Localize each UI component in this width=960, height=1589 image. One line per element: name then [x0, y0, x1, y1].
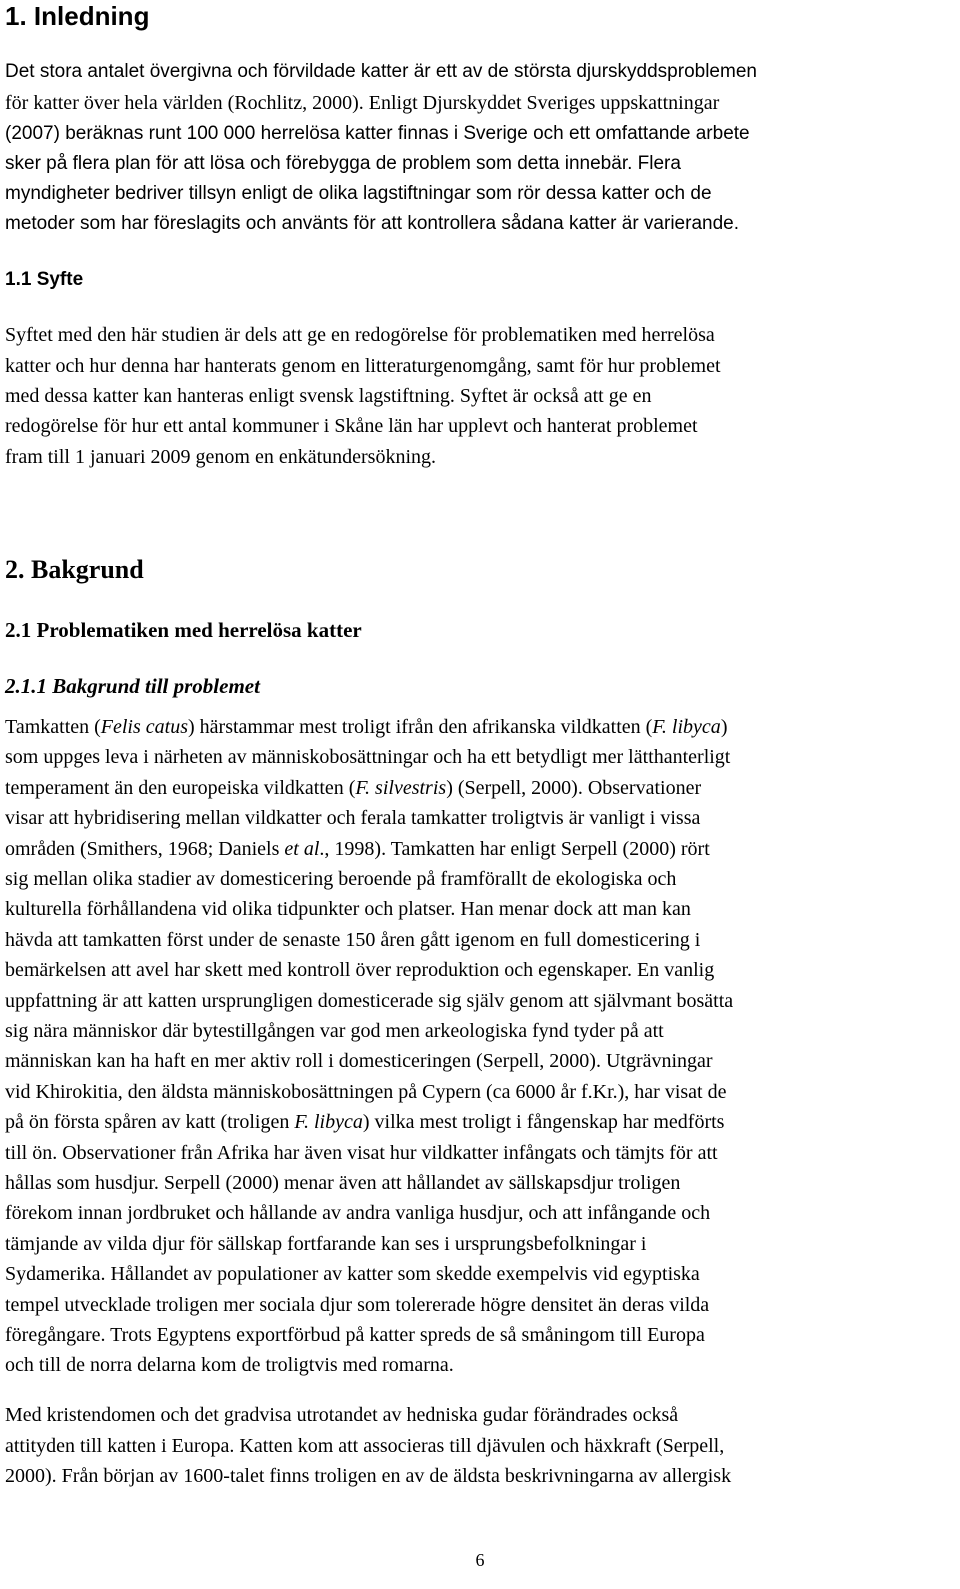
- text-run: bemärkelsen att avel har skett med kontroll över reproduktion och egenskaper. En vanlig: [5, 959, 715, 981]
- bakgrund-line: [5, 1234, 646, 1254]
- text-run: sig mellan olika stadier av domesticering beroende på framförallt de ekologiska och: [5, 868, 677, 890]
- bakgrund-line: [5, 930, 700, 950]
- text-run: hävda att tamkatten först under de senaste 150 åren gått igenom en full domesticering i: [5, 929, 701, 951]
- bakgrund-line: [5, 1143, 718, 1163]
- text-run: Tamkatten (: [5, 716, 101, 738]
- syfte-line: fram till 1 januari 2009 genom en enkätundersökning.: [5, 446, 437, 468]
- bakgrund-line: [5, 1264, 700, 1284]
- text-run: områden (Smithers, 1968; Daniels: [5, 838, 285, 860]
- text-run: ) (Serpell, 2000). Observationer: [446, 777, 702, 799]
- bakgrund-line: [5, 991, 733, 1011]
- kristendom-line: attityden till katten i Europa. Katten kom att associeras till djävulen och häxkraft (Serpell,: [5, 1435, 725, 1457]
- bakgrund-line: [5, 747, 730, 767]
- intro-line: myndigheter bedriver tillsyn enligt de olika lagstiftningar som rör dessa katter och de: [5, 183, 712, 204]
- page-number: 6: [475, 1550, 485, 1570]
- text-run: ) vilka mest troligt i fångenskap har medförts: [362, 1111, 725, 1133]
- bakgrund-line: [5, 717, 727, 737]
- bakgrund-line: [5, 808, 700, 828]
- italic-term: F. silvestris: [355, 777, 447, 799]
- text-run: Sydamerika. Hållandet av populationer av katter som skedde exempelvis vid egyptiska: [5, 1263, 700, 1285]
- intro-line: Det stora antalet övergivna och förvildade katter är ett av de största djurskyddsproblemen: [5, 61, 757, 82]
- text-run: ) härstammar mest troligt ifrån den afrikanska vildkatten (: [188, 716, 653, 738]
- text-run: hållas som husdjur. Serpell (2000) menar även att hållandet av sällskapsdjur troligen: [5, 1172, 681, 1194]
- bakgrund-line: [5, 1082, 726, 1102]
- text-run: ): [720, 716, 728, 738]
- heading-problematiken: 2.1 Problematiken med herrelösa katter: [5, 618, 362, 642]
- text-run: på ön första spåren av katt (troligen: [5, 1111, 295, 1133]
- bakgrund-line: [5, 869, 676, 889]
- italic-term: F. libyca: [652, 716, 721, 738]
- bakgrund-line: [5, 1051, 713, 1071]
- intro-line: metoder som har föreslagits och använts för att kontrollera sådana katter är varierande.: [5, 213, 739, 234]
- bakgrund-line: [5, 1325, 705, 1345]
- text-run: ., 1998). Tamkatten har enligt Serpell (2000) rört: [319, 838, 710, 860]
- text-run: och till de norra delarna kom de troligtvis med romarna.: [5, 1354, 454, 1376]
- text-run: vid Khirokitia, den äldsta människobosättningen på Cypern (ca 6000 år f.Kr.), har visat de: [5, 1081, 727, 1103]
- bakgrund-line: [5, 1203, 710, 1223]
- syfte-line: med dessa katter kan hanteras enligt svensk lagstiftning. Syftet är också att ge en: [5, 385, 652, 407]
- intro-line: sker på flera plan för att lösa och förebygga de problem som detta innebär. Flera: [5, 153, 681, 174]
- text-run: temperament än den europeiska vildkatten (: [5, 777, 356, 799]
- bakgrund-line: [5, 1021, 664, 1041]
- italic-term: F. libyca: [294, 1111, 363, 1133]
- text-run: sig nära människor där bytestillgången var god men arkeologiska fynd tyder på att: [5, 1020, 664, 1042]
- syfte-line: katter och hur denna har hanterats genom en litteraturgenomgång, samt för hur problemet: [5, 355, 721, 377]
- bakgrund-line: [5, 1112, 724, 1132]
- heading-bakgrund: 2. Bakgrund: [5, 555, 144, 584]
- text-run: människan kan ha haft en mer aktiv roll i domesticeringen (Serpell, 2000). Utgrävningar: [5, 1050, 713, 1072]
- kristendom-line: 2000). Från början av 1600-talet finns troligen en av de äldsta beskrivningarna av allergisk: [5, 1465, 732, 1487]
- text-run: förekom innan jordbruket och hållande av andra vanliga husdjur, och att infångande och: [5, 1202, 711, 1224]
- text-run: som uppges leva i närheten av människobosättningar och ha ett betydligt mer lätthanterligt: [5, 746, 731, 768]
- text-run: uppfattning är att katten ursprungligen domesticerade sig själv genom att självmant bosätta: [5, 990, 734, 1012]
- italic-term: et al: [284, 838, 320, 860]
- syfte-line: redogörelse för hur ett antal kommuner i Skåne län har upplevt och hanterat problemet: [5, 415, 698, 437]
- bakgrund-line: [5, 839, 710, 859]
- text-run: till ön. Observationer från Afrika har även visat hur vildkatter infångats och tämjts för att: [5, 1142, 718, 1164]
- text-run: föregångare. Trots Egyptens exportförbud på katter spreds de så småningom till Europa: [5, 1324, 705, 1346]
- kristendom-line: Med kristendomen och det gradvisa utrotandet av hedniska gudar förändrades också: [5, 1404, 679, 1426]
- bakgrund-line: [5, 899, 691, 919]
- text-run: tämjande av vilda djur för sällskap fortfarande kan ses i ursprungsbefolkningar i: [5, 1233, 647, 1255]
- bakgrund-line: [5, 1355, 454, 1375]
- text-run: tempel utvecklade troligen mer sociala djur som tolererade högre densitet än deras vilda: [5, 1294, 710, 1316]
- bakgrund-line: [5, 960, 714, 980]
- bakgrund-line: [5, 1173, 680, 1193]
- bakgrund-line: [5, 778, 701, 798]
- italic-term: Felis catus: [100, 716, 188, 738]
- text-run: kulturella förhållandena vid olika tidpunkter och platser. Han menar dock att man kan: [5, 898, 691, 920]
- heading-syfte: 1.1 Syfte: [5, 269, 84, 290]
- syfte-line: Syftet med den här studien är dels att ge en redogörelse för problematiken med herrelösa: [5, 324, 715, 346]
- text-run: visar att hybridisering mellan vildkatter och ferala tamkatter troligtvis är vanligt i vissa: [5, 807, 701, 829]
- intro-line: (2007) beräknas runt 100 000 herrelösa katter finnas i Sverige och ett omfattande arbete: [5, 123, 750, 144]
- bakgrund-line: [5, 1295, 709, 1315]
- heading-inledning: 1. Inledning: [5, 1, 150, 31]
- heading-bakgrund-till-problemet: 2.1.1 Bakgrund till problemet: [5, 674, 260, 698]
- intro-line: för katter över hela världen (Rochlitz, 2000). Enligt Djurskyddet Sveriges uppskattningar: [5, 92, 720, 114]
